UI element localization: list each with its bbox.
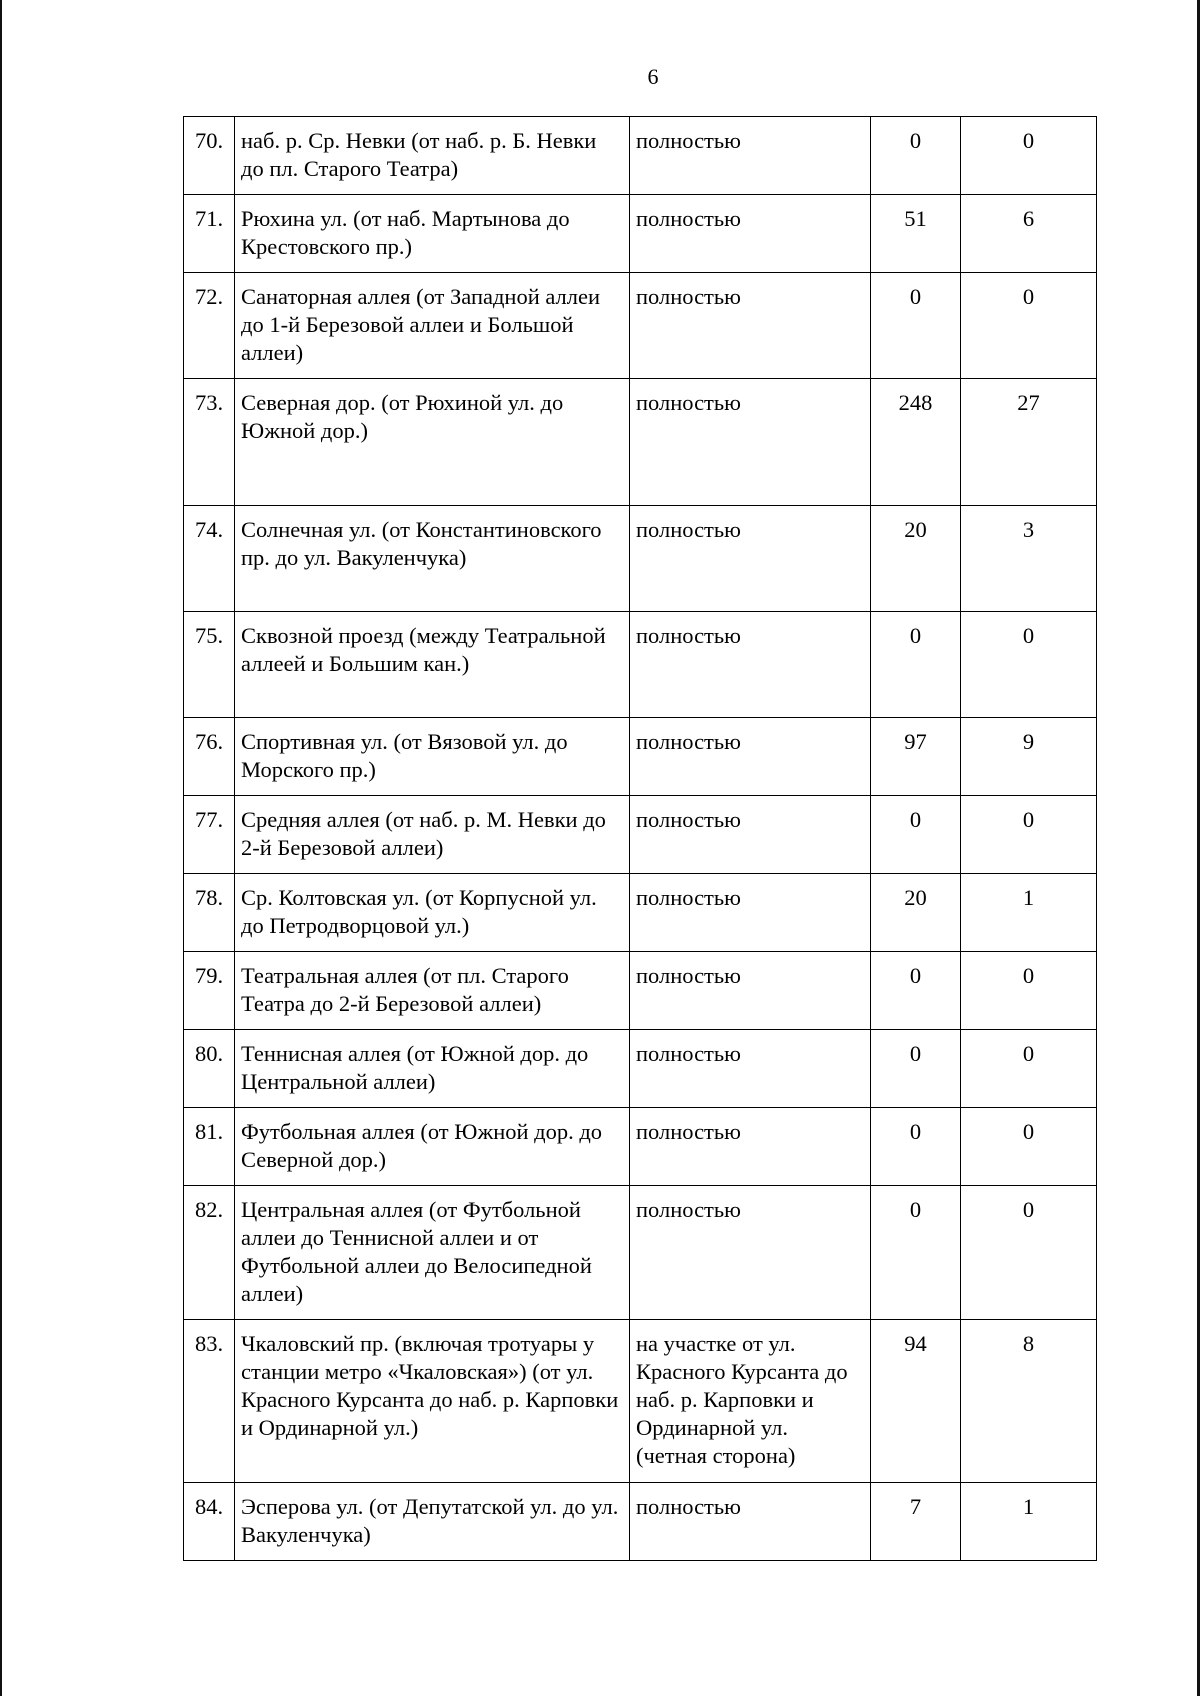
table-row <box>184 273 1097 379</box>
row-number: 71. <box>184 195 235 273</box>
value-column-1: 0 <box>871 612 961 718</box>
value-column-1: 51 <box>871 195 961 273</box>
street-name: Рюхина ул. (от наб. Мартынова до Крестовского пр.) <box>235 195 630 273</box>
street-scope: на участке от ул. Красного Курсанта до наб. р. Карповки и Ординарной ул. (четная сторона) <box>630 1320 871 1483</box>
street-scope: полностью <box>630 1030 871 1108</box>
row-number: 82. <box>184 1186 235 1320</box>
page-number: 6 <box>647 64 659 89</box>
row-number: 79. <box>184 952 235 1030</box>
street-name: Солнечная ул. (от Константиновского пр. до ул. Вакуленчука) <box>235 506 630 612</box>
value-column-1: 248 <box>871 379 961 506</box>
table-row <box>184 718 1097 796</box>
value-column-1: 97 <box>871 718 961 796</box>
table-row <box>184 1186 1097 1320</box>
value-column-2: 0 <box>961 273 1097 379</box>
value-column-2: 1 <box>961 874 1097 952</box>
table-row <box>184 796 1097 874</box>
scan-left-edge <box>0 0 2 1696</box>
value-column-1: 0 <box>871 117 961 195</box>
street-scope: полностью <box>630 379 871 506</box>
street-scope: полностью <box>630 1186 871 1320</box>
street-scope: полностью <box>630 506 871 612</box>
value-column-2: 3 <box>961 506 1097 612</box>
value-column-2: 6 <box>961 195 1097 273</box>
table-row <box>184 1483 1097 1561</box>
street-scope: полностью <box>630 612 871 718</box>
street-scope: полностью <box>630 796 871 874</box>
value-column-2: 27 <box>961 379 1097 506</box>
street-name: Ср. Колтовская ул. (от Корпусной ул. до Петродворцовой ул.) <box>235 874 630 952</box>
row-number: 74. <box>184 506 235 612</box>
table-row <box>184 379 1097 506</box>
street-scope: полностью <box>630 718 871 796</box>
row-number: 76. <box>184 718 235 796</box>
value-column-2: 0 <box>961 1186 1097 1320</box>
value-column-2: 0 <box>961 612 1097 718</box>
street-name: Северная дор. (от Рюхиной ул. до Южной дор.) <box>235 379 630 506</box>
table-row <box>184 612 1097 718</box>
row-number: 80. <box>184 1030 235 1108</box>
table-row <box>184 195 1097 273</box>
street-name: Центральная аллея (от Футбольной аллеи до Теннисной аллеи и от Футбольной аллеи до Велосипедной аллеи) <box>235 1186 630 1320</box>
table-row <box>184 1030 1097 1108</box>
value-column-2: 0 <box>961 1030 1097 1108</box>
street-name: наб. р. Ср. Невки (от наб. р. Б. Невки до пл. Старого Театра) <box>235 117 630 195</box>
table-row <box>184 874 1097 952</box>
table-row <box>184 506 1097 612</box>
street-name: Сквозной проезд (между Театральной аллеей и Большим кан.) <box>235 612 630 718</box>
streets-table <box>183 116 1097 1561</box>
row-number: 78. <box>184 874 235 952</box>
street-name: Чкаловский пр. (включая тротуары у станции метро «Чкаловская») (от ул. Красного Курсанта до наб. р. Карповки и Ординарной ул.) <box>235 1320 630 1483</box>
street-scope: полностью <box>630 117 871 195</box>
street-scope: полностью <box>630 273 871 379</box>
value-column-2: 0 <box>961 796 1097 874</box>
table-row <box>184 952 1097 1030</box>
value-column-1: 0 <box>871 273 961 379</box>
value-column-1: 0 <box>871 1030 961 1108</box>
value-column-1: 20 <box>871 874 961 952</box>
street-name: Средняя аллея (от наб. р. М. Невки до 2-й Березовой аллеи) <box>235 796 630 874</box>
street-scope: полностью <box>630 1108 871 1186</box>
street-scope: полностью <box>630 195 871 273</box>
value-column-1: 7 <box>871 1483 961 1561</box>
value-column-1: 0 <box>871 1186 961 1320</box>
value-column-1: 94 <box>871 1320 961 1483</box>
value-column-1: 0 <box>871 952 961 1030</box>
value-column-2: 0 <box>961 117 1097 195</box>
street-scope: полностью <box>630 1483 871 1561</box>
street-scope: полностью <box>630 874 871 952</box>
row-number: 84. <box>184 1483 235 1561</box>
row-number: 75. <box>184 612 235 718</box>
value-column-1: 20 <box>871 506 961 612</box>
table-row <box>184 1108 1097 1186</box>
street-scope: полностью <box>630 952 871 1030</box>
value-column-1: 0 <box>871 796 961 874</box>
row-number: 72. <box>184 273 235 379</box>
street-name: Футбольная аллея (от Южной дор. до Северной дор.) <box>235 1108 630 1186</box>
street-name: Театральная аллея (от пл. Старого Театра до 2-й Березовой аллеи) <box>235 952 630 1030</box>
row-number: 73. <box>184 379 235 506</box>
street-name: Санаторная аллея (от Западной аллеи до 1-й Березовой аллеи и Большой аллеи) <box>235 273 630 379</box>
street-name: Спортивная ул. (от Вязовой ул. до Морского пр.) <box>235 718 630 796</box>
value-column-2: 1 <box>961 1483 1097 1561</box>
row-number: 70. <box>184 117 235 195</box>
row-number: 77. <box>184 796 235 874</box>
table-row <box>184 117 1097 195</box>
table-row <box>184 1320 1097 1483</box>
value-column-2: 0 <box>961 1108 1097 1186</box>
street-name: Эсперова ул. (от Депутатской ул. до ул. Вакуленчука) <box>235 1483 630 1561</box>
row-number: 83. <box>184 1320 235 1483</box>
value-column-2: 0 <box>961 952 1097 1030</box>
table-body <box>184 117 1097 1561</box>
value-column-2: 8 <box>961 1320 1097 1483</box>
row-number: 81. <box>184 1108 235 1186</box>
street-name: Теннисная аллея (от Южной дор. до Центральной аллеи) <box>235 1030 630 1108</box>
value-column-1: 0 <box>871 1108 961 1186</box>
value-column-2: 9 <box>961 718 1097 796</box>
